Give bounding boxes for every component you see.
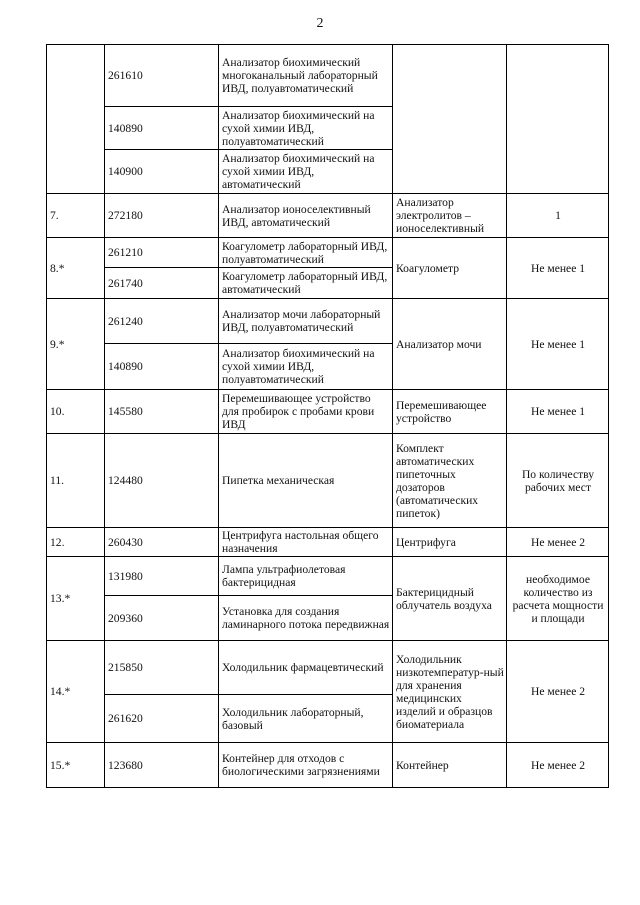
device-quantity: Не менее 1 <box>507 299 609 390</box>
device-name: Пипетка механическая <box>219 434 393 528</box>
nkmi-code: 131980 <box>105 557 219 596</box>
table-row <box>47 641 609 695</box>
device-type: Контейнер <box>393 743 507 788</box>
nkmi-code: 272180 <box>105 194 219 238</box>
row-number: 15.* <box>47 743 105 788</box>
device-name: Установка для создания ламинарного потока передвижная <box>219 596 393 641</box>
device-type: Перемешивающее устройство <box>393 390 507 434</box>
nkmi-code: 140890 <box>105 344 219 390</box>
device-name: Анализатор мочи лабораторный ИВД, полуавтоматический <box>219 299 393 344</box>
row-number: 14.* <box>47 641 105 743</box>
device-quantity: По количеству рабочих мест <box>507 434 609 528</box>
device-name: Анализатор ионоселективный ИВД, автоматический <box>219 194 393 238</box>
device-quantity: Не менее 2 <box>507 743 609 788</box>
nkmi-code: 260430 <box>105 528 219 557</box>
nkmi-code: 123680 <box>105 743 219 788</box>
device-type <box>393 45 507 194</box>
device-name: Анализатор биохимический многоканальный лабораторный ИВД, полуавтоматический <box>219 45 393 107</box>
row-number: 10. <box>47 390 105 434</box>
nkmi-code: 261210 <box>105 238 219 268</box>
device-name: Коагулометр лабораторный ИВД, полуавтоматический <box>219 238 393 268</box>
nkmi-code: 124480 <box>105 434 219 528</box>
device-name: Коагулометр лабораторный ИВД, автоматический <box>219 268 393 299</box>
nkmi-code: 209360 <box>105 596 219 641</box>
table-row <box>47 45 609 107</box>
device-name: Анализатор биохимический на сухой химии ИВД, автоматический <box>219 150 393 194</box>
nkmi-code: 261740 <box>105 268 219 299</box>
device-name: Анализатор биохимический на сухой химии ИВД, полуавтоматический <box>219 107 393 150</box>
device-name: Холодильник лабораторный, базовый <box>219 695 393 743</box>
device-name: Лампа ультрафиолетовая бактерицидная <box>219 557 393 596</box>
nkmi-code: 261610 <box>105 45 219 107</box>
device-name: Перемешивающее устройство для пробирок с пробами крови ИВД <box>219 390 393 434</box>
device-name: Анализатор биохимический на сухой химии ИВД, полуавтоматический <box>219 344 393 390</box>
device-quantity: Не менее 2 <box>507 528 609 557</box>
nkmi-code: 261620 <box>105 695 219 743</box>
row-number: 12. <box>47 528 105 557</box>
device-quantity <box>507 45 609 194</box>
table-row <box>47 557 609 596</box>
device-type: Коагулометр <box>393 238 507 299</box>
device-type: Комплект автоматических пипеточных дозаторов (автоматических пипеток) <box>393 434 507 528</box>
row-number: 9.* <box>47 299 105 390</box>
device-quantity: Не менее 2 <box>507 641 609 743</box>
device-quantity: Не менее 1 <box>507 238 609 299</box>
nkmi-code: 215850 <box>105 641 219 695</box>
row-number: 8.* <box>47 238 105 299</box>
table-row <box>47 390 609 434</box>
nkmi-code: 140900 <box>105 150 219 194</box>
device-name: Центрифуга настольная общего назначения <box>219 528 393 557</box>
device-name: Холодильник фармацевтический <box>219 641 393 695</box>
device-quantity: 1 <box>507 194 609 238</box>
nkmi-code: 145580 <box>105 390 219 434</box>
nkmi-code: 261240 <box>105 299 219 344</box>
device-quantity: Не менее 1 <box>507 390 609 434</box>
table-row <box>47 194 609 238</box>
row-number: 7. <box>47 194 105 238</box>
page-number: 2 <box>316 16 324 31</box>
device-name: Контейнер для отходов с биологическими загрязнениями <box>219 743 393 788</box>
device-type: Анализатор мочи <box>393 299 507 390</box>
table-row <box>47 434 609 528</box>
device-type: Холодильник низкотемператур-ный для хранения медицинских изделий и образцов биоматериала <box>393 641 507 743</box>
nkmi-code: 140890 <box>105 107 219 150</box>
equipment-table <box>46 44 609 788</box>
table-row <box>47 528 609 557</box>
row-number: 13.* <box>47 557 105 641</box>
device-type: Центрифуга <box>393 528 507 557</box>
table-row <box>47 299 609 344</box>
device-quantity: необходимое количество из расчета мощности и площади <box>507 557 609 641</box>
table-row <box>47 743 609 788</box>
row-number: 11. <box>47 434 105 528</box>
table-row <box>47 238 609 268</box>
row-number <box>47 45 105 194</box>
device-type: Бактерицидный облучатель воздуха <box>393 557 507 641</box>
device-type: Анализатор электролитов – ионоселективный <box>393 194 507 238</box>
